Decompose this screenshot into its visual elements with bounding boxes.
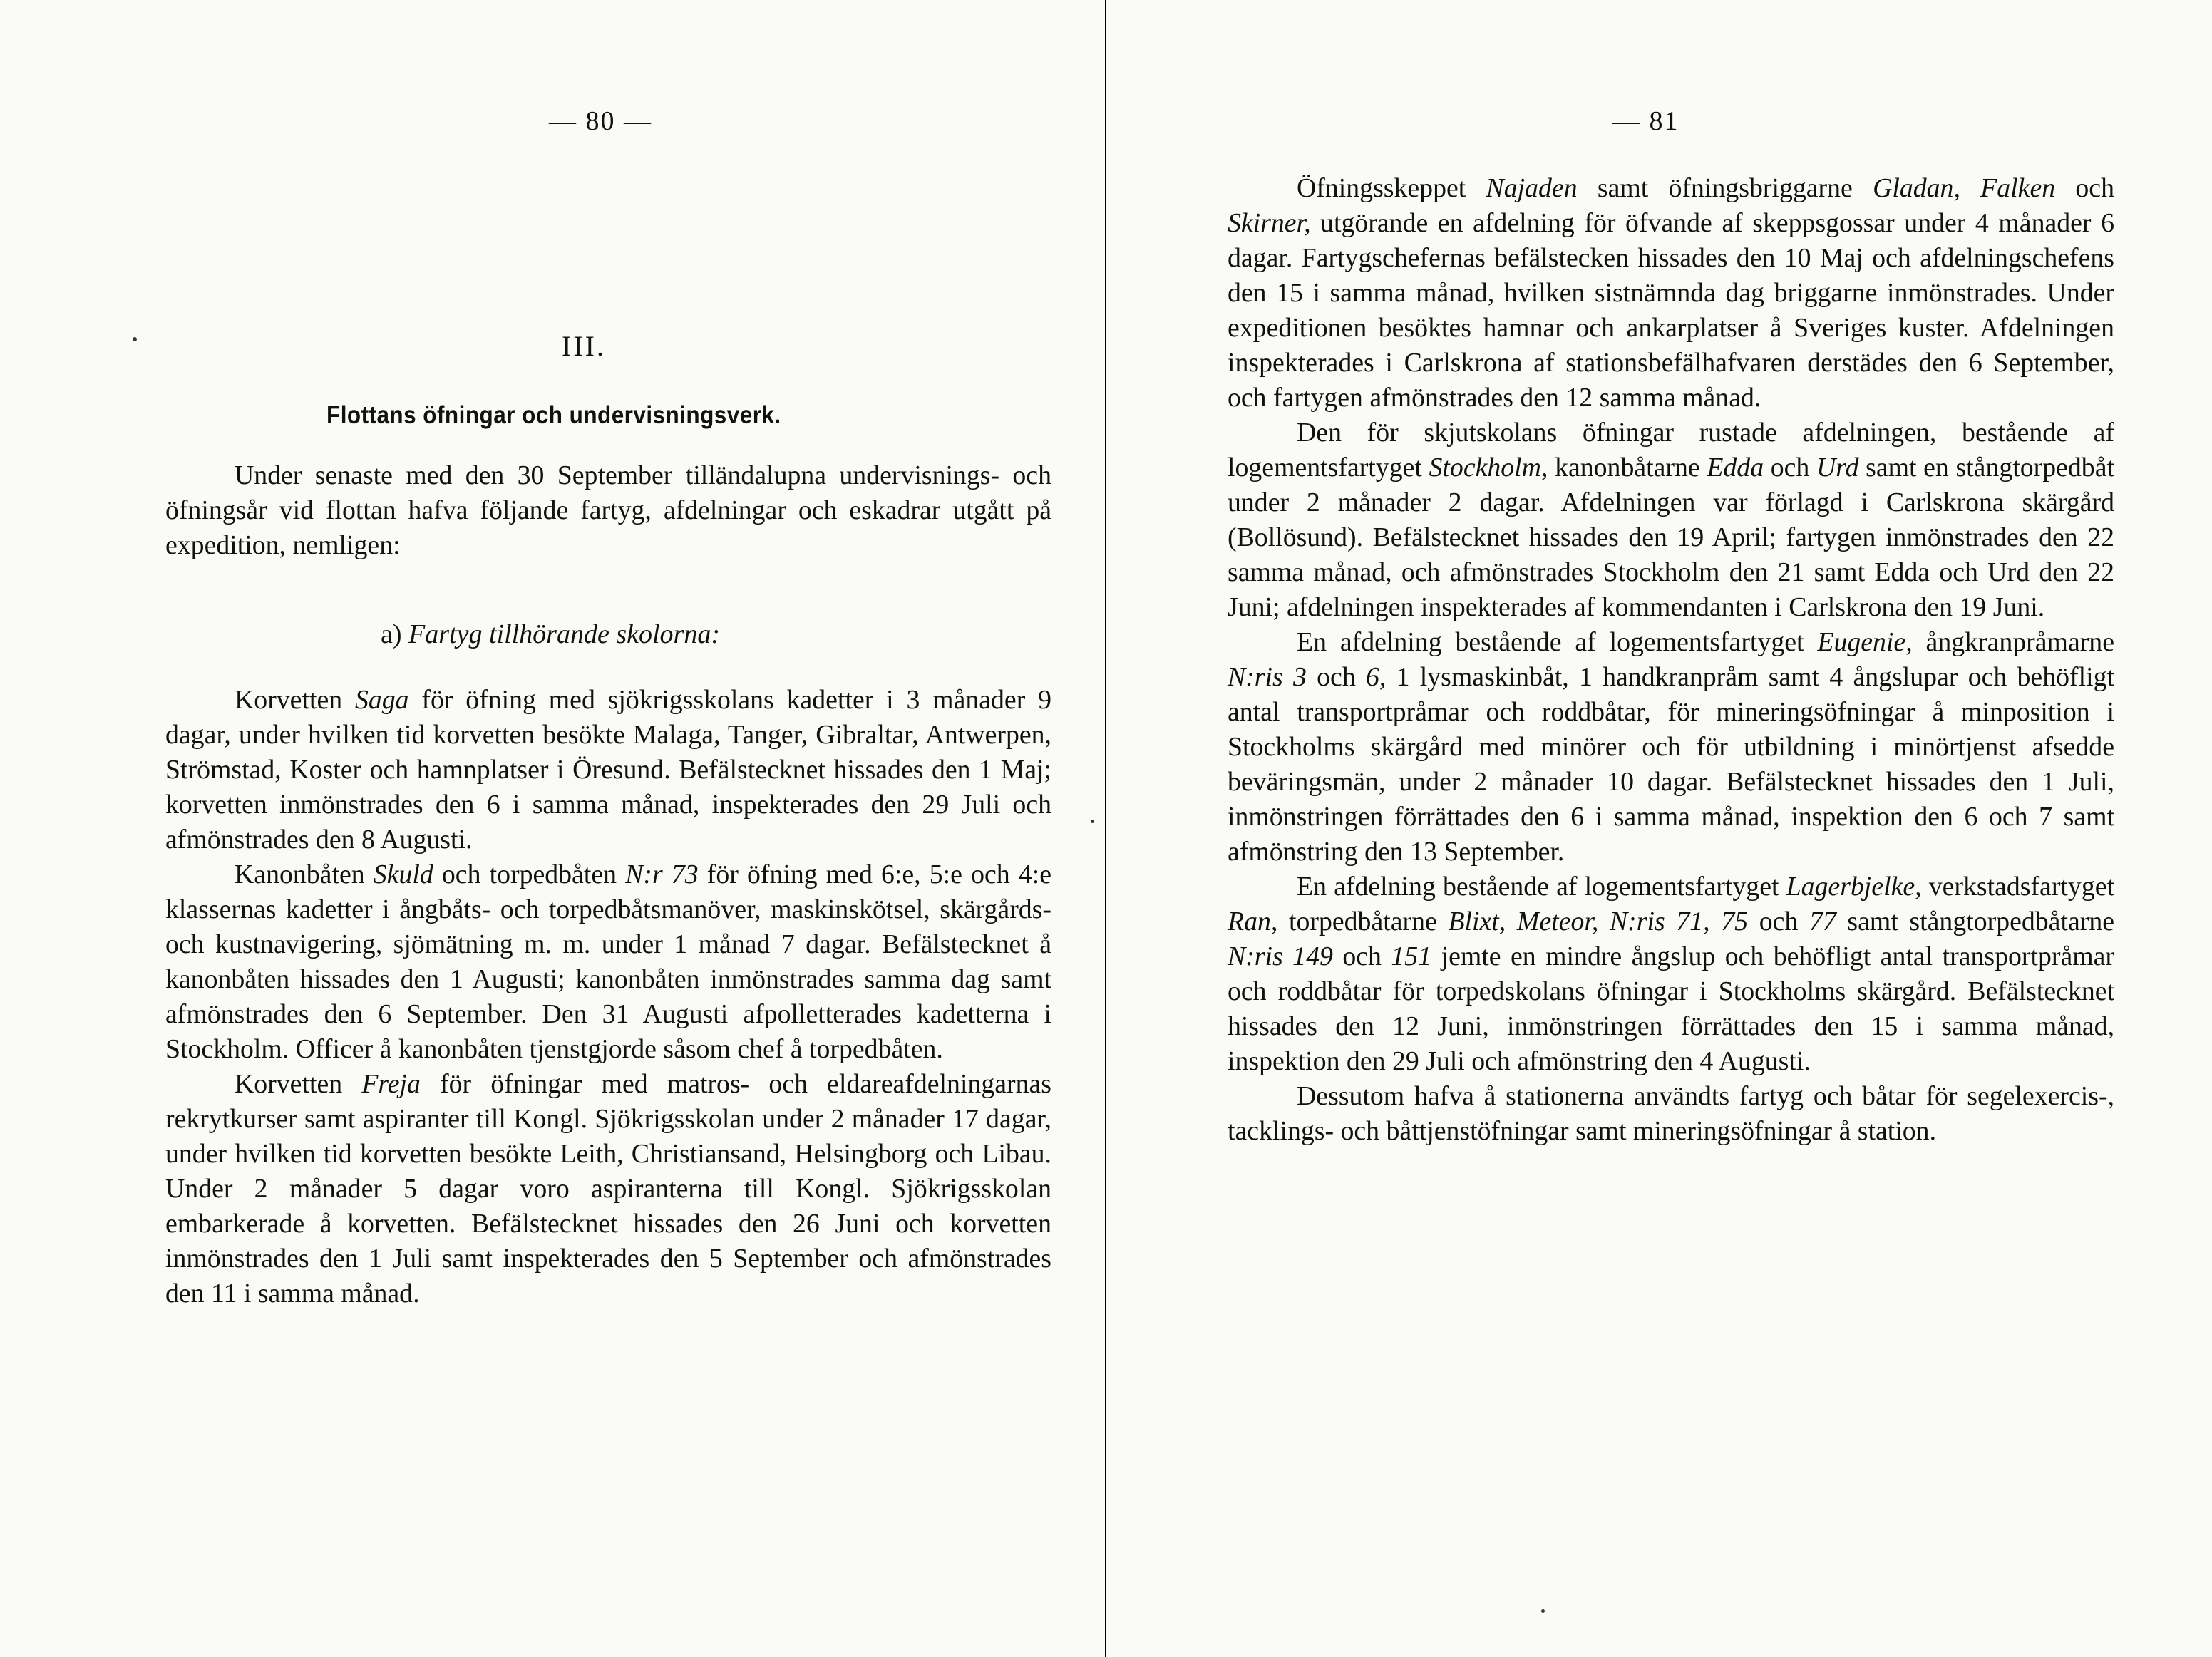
subheading-prefix: a) bbox=[381, 619, 409, 649]
page-number: — 80 — bbox=[549, 106, 652, 136]
left-page bbox=[0, 0, 1105, 1657]
paragraph-skuld: Kanonbåten Skuld och torpedbåten N:r 73 för öfning med 6:e, 5:e och 4:e klassernas kadetter i ångbåts- och torpedbåtsmanöver, maskinskötsel, skärgårds- och kustnavigering, sjömätning m. m. under 1 månad 7 dagar. Befälstecknet å kanonbåten hissades den 1 Augusti; kanonbåten inmönstrades samma dag samt afmönstrades den 6 September. Den 31 Augusti afpolletterades kadetterna i Stockholm. Officer å kanonbåten tjenstgjorde såsom chef å torpedbåten. bbox=[165, 860, 1051, 1064]
paragraph-saga: Korvetten Saga för öfning med sjökrigsskolans kadetter i 3 månader 9 dagar, under hvilken tid korvetten besökte Malaga, Tanger, Gibraltar, Antwerpen, Strömstad, Koster och hamnplatser i Öresund. Befälstecknet hissades den 1 Maj; korvetten inmönstrades den 6 i samma månad, inspekterades den 29 Juli och afmönstrades den 8 Augusti. bbox=[165, 685, 1051, 855]
subheading-title: Fartyg tillhörande skolorna: bbox=[408, 619, 720, 649]
section-number: III. bbox=[562, 330, 606, 362]
paragraph-dessutom: Dessutom hafva å stationerna användts fartyg och båtar för segelexercis-, tacklings- och båttjenstöfningar samt mineringsöfningar å station. bbox=[1228, 1081, 2114, 1146]
paragraph-skjutskolan: Den för skjutskolans öfningar rustade afdelningen, bestående af logementsfartyget Stockholm, kanonbåtarne Edda och Urd samt en stångtorpedbåt under 2 månader 2 dagar. Afdelningen var förlagd i Carlskrona skärgård (Bollösund). Befälstecknet hissades den 19 April; fartygen inmönstrades den 22 samma månad, och afmönstrades Stockholm den 21 samt Edda och Urd den 22 Juni; afdelningen inspekterades af kommendanten i Carlskrona den 19 Juni. bbox=[1228, 418, 2114, 622]
print-speck bbox=[1541, 1609, 1545, 1613]
left-body-text bbox=[165, 458, 1051, 563]
paragraph-freja: Korvetten Freja för öfningar med matros- och eldareafdelningarnas rekrytkurser samt aspiranter till Kongl. Sjökrigsskolan under 2 månader 17 dagar, under hvilken tid korvetten besökte Leith, Christiansand, Helsingborg och Libau. Under 2 månader 5 dagar voro aspiranterna till Kongl. Sjökrigsskolan embarkerade å korvetten. Befälstecknet hissades den 26 Juni och korvetten inmönstrades den 1 Juli samt inspekterades den 5 September och afmönstrades den 11 i samma månad. bbox=[165, 1069, 1051, 1308]
intro-paragraph: Under senaste med den 30 September tilländalupna undervisnings- och öfningsår vid flottan hafva följande fartyg, afdelningar och eskadrar utgått på expedition, nemligen: bbox=[165, 460, 1051, 560]
right-body-text bbox=[1228, 171, 2114, 1149]
paragraph-najaden: Öfningsskeppet Najaden samt öfningsbriggarne Gladan, Falken och Skirner, utgörande en afdelning för öfvande af skeppsgossar under 4 månader 6 dagar. Fartygschefernas befälstecken hissades den 10 Maj och afdelningschefens den 15 i samma månad, hvilken sistnämnda dag briggarne inmönstrades. Under expeditionen besöktes hamnar och ankarplatser å Sveriges kuster. Afdelningen inspekterades i Carlskrona af stationsbefälhafvaren derstädes den 6 September, och fartygen afmönstrades den 12 samma månad. bbox=[1228, 173, 2114, 413]
section-heading: Flottans öfningar och undervisningsverk. bbox=[326, 401, 781, 429]
paragraph-lagerbjelke: En afdelning bestående af logementsfartyget Lagerbjelke, verkstadsfartyget Ran, torpedbåtarne Blixt, Meteor, N:ris 71, 75 och 77 samt stångtorpedbåtarne N:ris 149 och 151 jemte en mindre ångslup och behöfligt antal transportpråmar och roddbåtar för torpedskolans öfningar i Stockholms skärgård. Befälstecknet hissades den 12 Juni, inmönstringen förrättades den 15 i samma månad, inspektion den 29 Juli och afmönstring den 4 Augusti. bbox=[1228, 872, 2114, 1076]
left-body-text-2 bbox=[165, 683, 1051, 1311]
page-number: — 81 bbox=[1612, 106, 1679, 136]
paragraph-eugenie: En afdelning bestående af logementsfartyget Eugenie, ångkranpråmarne N:ris 3 och 6, 1 lysmaskinbåt, 1 handkranpråm samt 4 ångslupar och behöfligt antal transportpråmar och roddbåtar, för mineringsöfningar å minposition i Stockholms skärgård med minörer och för utbildning i minörtjenst afsedde beväringsmän, under 2 månader 10 dagar. Befälstecknet hissades den 1 Juli, inmönstringen förrättades den 6 i samma månad, inspektion den 6 och 7 samt afmönstring den 13 September. bbox=[1228, 627, 2114, 867]
print-speck bbox=[133, 337, 137, 341]
right-page bbox=[1106, 0, 2212, 1657]
print-speck bbox=[1091, 820, 1094, 823]
subheading bbox=[381, 619, 720, 650]
